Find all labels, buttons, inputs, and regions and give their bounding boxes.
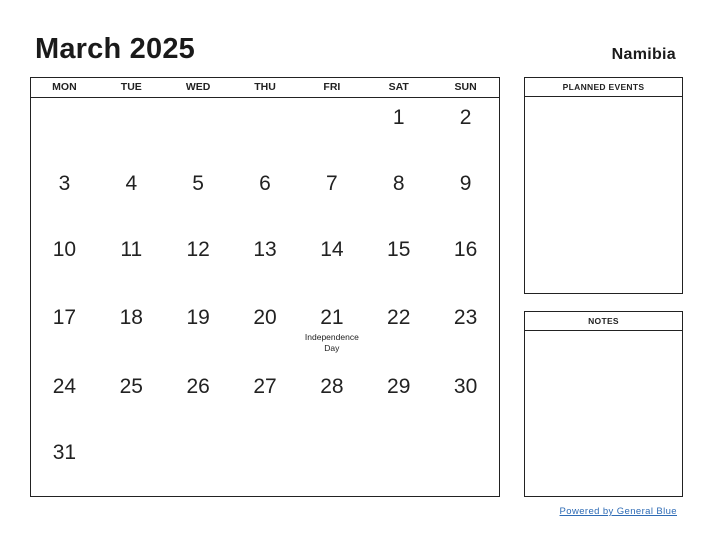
day-cell bbox=[365, 172, 432, 196]
holiday-label: Independence Day bbox=[304, 332, 359, 353]
day-number: 23 bbox=[453, 306, 478, 329]
day-number: 6 bbox=[259, 172, 271, 195]
day-cell bbox=[298, 441, 365, 465]
day-number: 29 bbox=[387, 375, 411, 398]
calendar-week bbox=[31, 306, 499, 354]
notes-title: NOTES bbox=[525, 312, 682, 331]
day-cell bbox=[232, 375, 299, 399]
notes-panel bbox=[524, 311, 683, 497]
day-cell bbox=[232, 172, 299, 196]
day-cell bbox=[31, 238, 98, 262]
day-number: 13 bbox=[253, 238, 277, 261]
day-cell bbox=[232, 238, 299, 262]
day-cell bbox=[432, 375, 499, 399]
day-cell bbox=[365, 441, 432, 465]
weekday-sat: SAT bbox=[388, 81, 409, 93]
day-number: 3 bbox=[58, 172, 71, 195]
day-number: 2 bbox=[459, 106, 472, 129]
day-number: 24 bbox=[52, 375, 77, 398]
day-number: 8 bbox=[392, 172, 405, 195]
day-number: 11 bbox=[120, 238, 143, 261]
day-number: 9 bbox=[459, 172, 472, 195]
day-cell bbox=[298, 172, 365, 196]
day-cell bbox=[98, 238, 165, 262]
day-cell bbox=[298, 238, 365, 262]
day-cell bbox=[31, 306, 98, 354]
day-cell bbox=[365, 306, 432, 354]
day-number: 15 bbox=[387, 238, 411, 261]
weekday-sun: SUN bbox=[454, 81, 477, 93]
day-cell bbox=[432, 441, 499, 465]
calendar-weeks bbox=[31, 98, 499, 496]
day-cell bbox=[31, 375, 98, 399]
weekday-mon: MON bbox=[52, 81, 77, 93]
weekday-fri: FRI bbox=[323, 81, 341, 93]
weekday-header bbox=[31, 78, 499, 98]
day-number: 1 bbox=[392, 106, 405, 129]
day-cell bbox=[365, 238, 432, 262]
day-number: 22 bbox=[387, 306, 411, 329]
planned-events-panel bbox=[524, 77, 683, 294]
day-number: 26 bbox=[186, 375, 210, 398]
country-label: Namibia bbox=[611, 46, 676, 63]
day-cell bbox=[165, 172, 232, 196]
calendar-grid bbox=[30, 77, 500, 497]
weekday-tue: TUE bbox=[120, 81, 142, 93]
day-cell bbox=[365, 106, 432, 130]
day-cell bbox=[98, 172, 165, 196]
calendar-week bbox=[31, 375, 499, 399]
day-number: 30 bbox=[453, 375, 478, 398]
day-number: 12 bbox=[186, 238, 210, 261]
day-number: 17 bbox=[52, 306, 77, 329]
day-cell bbox=[232, 306, 299, 354]
day-number: 20 bbox=[253, 306, 277, 329]
day-cell bbox=[165, 375, 232, 399]
calendar-week bbox=[31, 441, 499, 465]
day-cell bbox=[232, 441, 299, 465]
calendar-week bbox=[31, 172, 499, 196]
day-cell bbox=[298, 106, 365, 130]
day-number: 5 bbox=[192, 172, 204, 195]
day-cell bbox=[98, 375, 165, 399]
day-number: 27 bbox=[253, 375, 277, 398]
day-cell bbox=[432, 306, 499, 354]
day-number: 16 bbox=[453, 238, 478, 261]
day-cell bbox=[232, 106, 299, 130]
day-cell bbox=[98, 106, 165, 130]
day-cell bbox=[98, 441, 165, 465]
day-cell bbox=[165, 106, 232, 130]
day-cell bbox=[31, 441, 98, 465]
day-cell bbox=[432, 106, 499, 130]
day-cell bbox=[432, 172, 499, 196]
day-cell bbox=[165, 441, 232, 465]
calendar-week bbox=[31, 238, 499, 262]
day-cell bbox=[31, 106, 98, 130]
day-cell bbox=[365, 375, 432, 399]
planned-events-title: PLANNED EVENTS bbox=[525, 78, 682, 97]
weekday-wed: WED bbox=[185, 81, 211, 93]
day-number: 28 bbox=[320, 375, 344, 398]
day-number: 18 bbox=[119, 306, 143, 329]
day-cell bbox=[98, 306, 165, 354]
day-number: 31 bbox=[52, 441, 77, 464]
day-cell bbox=[298, 375, 365, 399]
calendar-week bbox=[31, 106, 499, 130]
day-cell bbox=[165, 306, 232, 354]
day-cell bbox=[31, 172, 98, 196]
day-number: 21 bbox=[320, 306, 344, 329]
day-cell bbox=[298, 306, 365, 354]
day-number: 4 bbox=[125, 172, 138, 195]
day-cell bbox=[432, 238, 499, 262]
powered-by-link[interactable]: Powered by General Blue bbox=[559, 506, 677, 517]
page-title: March 2025 bbox=[35, 33, 195, 65]
day-number: 7 bbox=[326, 172, 338, 195]
day-number: 10 bbox=[52, 238, 77, 261]
day-number: 25 bbox=[119, 375, 143, 398]
day-cell bbox=[165, 238, 232, 262]
day-number: 19 bbox=[186, 306, 210, 329]
day-number: 14 bbox=[320, 238, 344, 261]
weekday-thu: THU bbox=[254, 81, 276, 93]
